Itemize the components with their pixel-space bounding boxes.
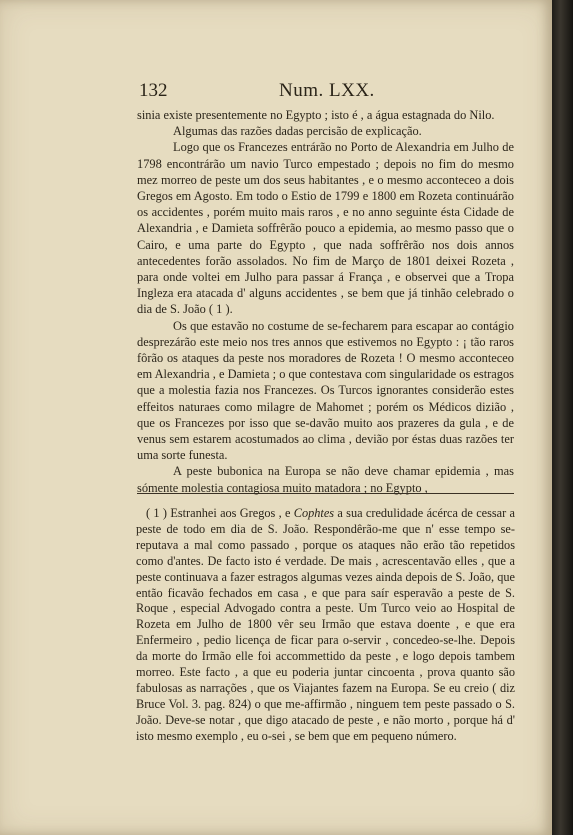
running-head: Num. LXX. bbox=[279, 80, 375, 101]
footnote-text-before: Estranhei aos Gregos , e bbox=[170, 506, 294, 520]
footnote-marker: ( 1 ) bbox=[146, 506, 167, 520]
footnote-emphasis: Cophtes bbox=[293, 506, 335, 520]
page-edge bbox=[552, 0, 573, 835]
paragraph-5: A peste bubonica na Europa se não deve chamar epidemia , mas sómente molestia contagiosa muito matadora ; no Egypto , bbox=[137, 464, 514, 495]
footnote-rule bbox=[137, 493, 514, 494]
page-header bbox=[139, 80, 519, 102]
paragraph-3: Logo que os Francezes entrárão no Porto de Alexandria em Julho de 1798 encontrárão um navio Turco empestado ; depois no fim do mesmo mez morreo de peste um dos seus habitantes , e o mesmo acconteceo a dois Gregos em Agosto. Em todo o Estio de 1799 e 1800 em Rozeta continuárão os accidentes , porém muito mais raros , e no anno seguinte ésta Cidade de Alexandria , e Damieta soffrêrão pouco a epidemia, ao mesmo passo que o Cairo, e uma parte do Egypto , que nada soffrêrão nos dois annos antecedentes forão assolados. No fim de Março de 1801 deixei Rozeta , para onde voltei em Julho para passar á França , e observei que a Tropa Ingleza era atacada d' alguns accidentes , se bem que já tinhão celebrado o dia de S. João ( 1 ). bbox=[137, 140, 514, 317]
footnote-text-after: a sua credulidade ácérca de cessar a peste de todo em dia de S. João. Respondêrão-me que n' esse tempo se-reputava a mal como passado , porque os ataques não erão tão repetidos como d'antes. De facto isto é verdade. De mais , acrescentavão elles , que a peste continuava a fazer estragos algumas vezes ainda depois de S. João, que então ficavão fechados em casa , e que para saír esperavão a peste de S. Roque , especial Advogado contra a peste. Um Turco veio ao Hospital de Rozeta em Julho de 1800 vêr seu Irmão que estava doente , e que era Enfermeiro , pedio licença de ficar para o-servir , concedeo-se-lhe. Depois da morte do Irmão elle foi accommettido da peste , e logo depois tambem morreo. Este facto , a que eu poderia juntar cincoenta , prova quanto são fabulosas as narrações , que os Viajantes fazem na Europa. Se eu creio ( diz Bruce Vol. 3. pag. 824) o que me-affirmão , ninguem tem peste passado o S. João. Deve-se notar , que digo atacado de peste , e não morto , porque há d' isto mesmo exemplo , eu o-sei , se bem que em pequeno número. bbox=[136, 506, 516, 743]
page-number: 132 bbox=[139, 80, 168, 101]
footnote bbox=[136, 506, 515, 745]
footnote-paragraph bbox=[136, 506, 515, 745]
paragraph-continuation: sinia existe presentemente no Egypto ; isto é , a água estagnada do Nilo. bbox=[137, 108, 495, 122]
paragraph-4: Os que estavão no costume de se-fecharem para escapar ao contágio desprezárão este meio nos tres annos que estivemos no Egypto : ¡ tão raros fôrão os ataques da peste nos moradores de Rozeta ! O mesmo acconteceo em Alexandria , e Damieta ; o que contestava com singularidade os estragos que a molestia fazia nos Francezes. Os Turcos ignorantes considerão estes effeitos naturaes como milagre de Mahomet ; porém os Médicos dizião , que os Francezes por isso que se-davão muito aos prazeres da gula , e de venus sem estarem acostumados ao clima , devião por éstas duas razões ter uma sorte funesta. bbox=[137, 318, 514, 463]
main-text bbox=[137, 107, 514, 496]
paragraph-2: Algumas das razões dadas percisão de explicação. bbox=[173, 124, 422, 139]
